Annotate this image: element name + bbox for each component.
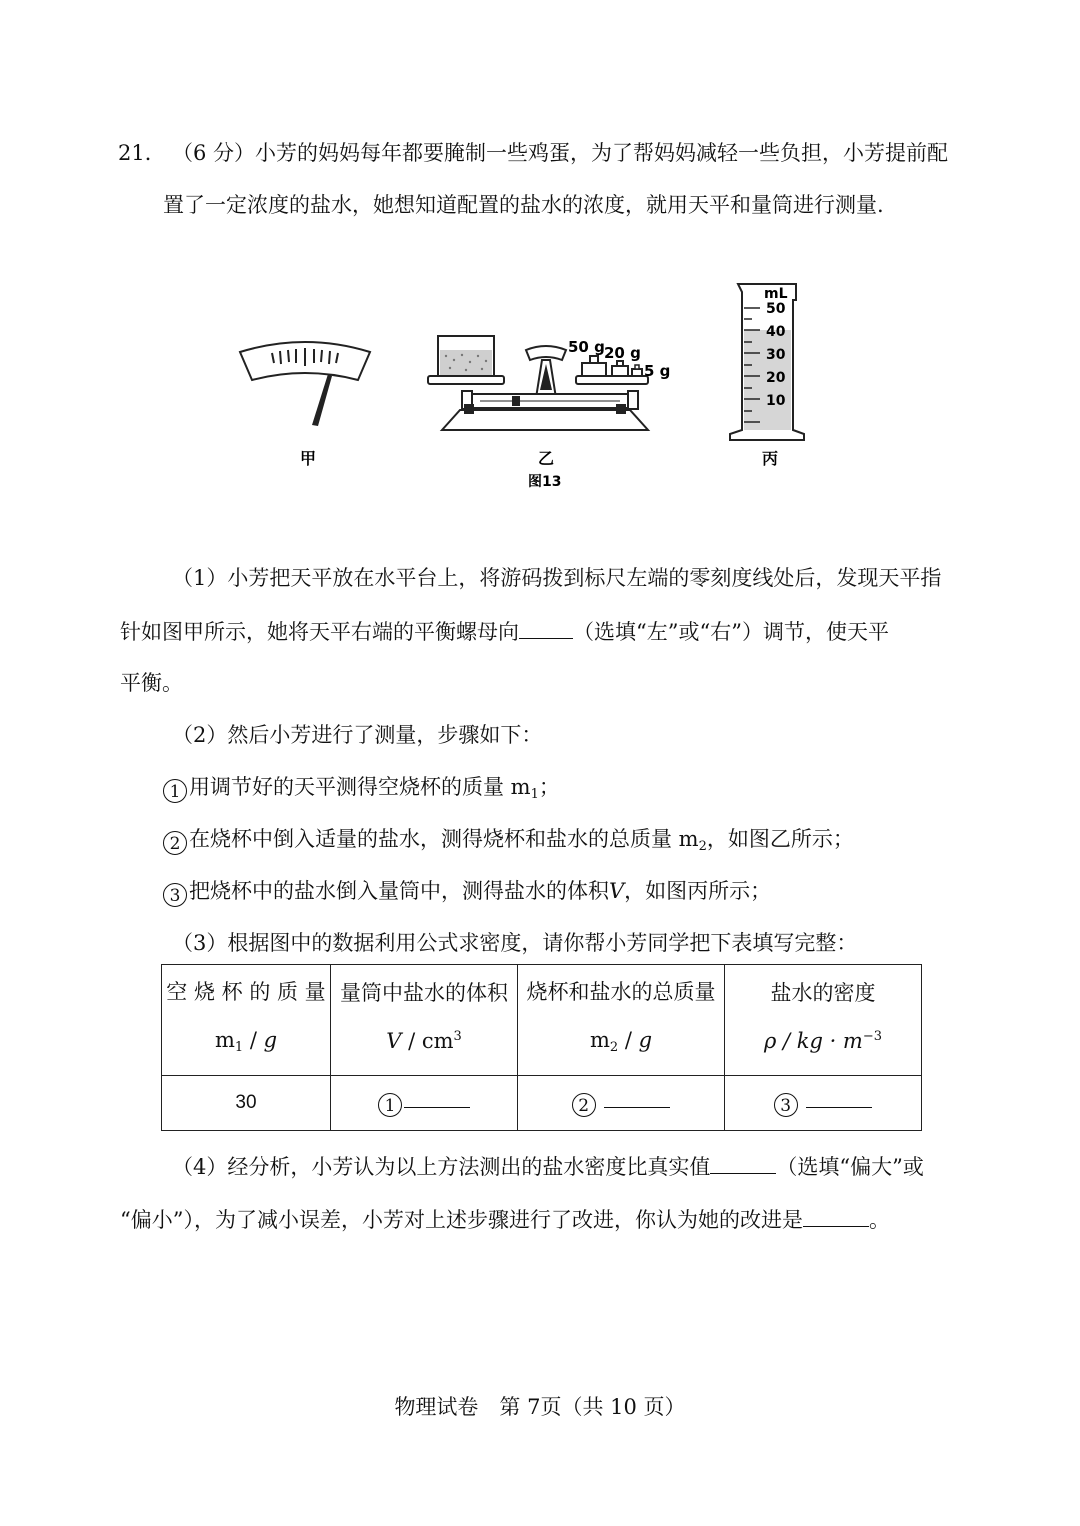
answer-mark-2: 2 xyxy=(572,1093,596,1117)
step2-subscript: 2 xyxy=(698,839,707,854)
cylinder-tick-10: 10 xyxy=(766,393,786,409)
weight-label-50: 50 g xyxy=(568,338,605,356)
part1-line3: 平衡。 xyxy=(120,671,183,695)
answer-mark-1: 1 xyxy=(378,1093,402,1117)
header-unit xyxy=(162,1028,330,1055)
unit-symbol: m xyxy=(214,1027,235,1052)
part1-line1: （1）小芳把天平放在水平台上，将游码拨到标尺左端的零刻度线处后，发现天平指 xyxy=(172,566,942,590)
answer-mark-3: 3 xyxy=(774,1093,798,1117)
data-table xyxy=(161,964,922,1131)
unit-superscript: −3 xyxy=(862,1029,883,1044)
part2-step2 xyxy=(163,829,854,855)
part1-line2-text-b: （选填“左”或“右”）调节，使天平 xyxy=(573,620,889,644)
unit-text: / cm xyxy=(401,1029,454,1053)
step3-variable: V xyxy=(609,879,625,903)
unit-subscript: 2 xyxy=(609,1039,619,1055)
question-text-line1: （6 分）小芳的妈妈每年都要腌制一些鸡蛋，为了帮妈妈减轻一些负担，小芳提前配 xyxy=(172,141,949,165)
unit-subscript: 1 xyxy=(234,1039,244,1055)
figure-13 xyxy=(230,280,788,500)
cylinder-tick-20: 20 xyxy=(766,370,786,386)
unit-symbol: m xyxy=(589,1027,610,1052)
unit-var: g xyxy=(638,1027,653,1052)
step3-text: 把烧杯中的盐水倒入量筒中，测得盐水的体积 xyxy=(189,879,609,903)
part4-line2 xyxy=(120,1208,890,1231)
cylinder-tick-50: 50 xyxy=(766,301,786,317)
unit-slash: / xyxy=(243,1027,264,1052)
part3-intro: （3）根据图中的数据利用公式求密度，请你帮小芳同学把下表填写完整： xyxy=(172,931,858,955)
step1-subscript: 1 xyxy=(530,787,539,802)
unit-var: g xyxy=(263,1027,278,1052)
step-mark-3: 3 xyxy=(163,883,187,907)
answer-blank-error-direction[interactable] xyxy=(710,1155,776,1174)
header-label: 量筒中盐水的体积 xyxy=(340,981,508,1005)
part4-line1 xyxy=(172,1155,924,1178)
answer-blank-total-mass[interactable] xyxy=(604,1089,670,1108)
header-unit xyxy=(331,1029,517,1053)
header-label: 烧杯和盐水的总质量 xyxy=(526,979,716,1004)
figure-label-yi: 乙 xyxy=(538,449,555,468)
part2-step1 xyxy=(163,777,560,803)
step1-text: 用调节好的天平测得空烧杯的质量 m xyxy=(189,775,531,799)
page-footer: 物理试卷 第 7页（共 10 页） xyxy=(394,1395,686,1419)
part1-line2 xyxy=(120,620,889,643)
step3-text-end: ，如图丙所示； xyxy=(624,879,772,903)
part2-step3 xyxy=(163,881,771,907)
header-unit xyxy=(518,1028,724,1055)
table-header-row xyxy=(162,965,922,1076)
header-cell-total-mass xyxy=(518,965,725,1076)
weight-label-5: 5 g xyxy=(644,362,671,380)
header-cell-volume xyxy=(331,965,518,1076)
header-cell-empty-beaker-mass xyxy=(162,965,331,1076)
value-empty-beaker-mass: 30 xyxy=(162,1076,331,1131)
value-total-mass-cell xyxy=(518,1076,725,1131)
answer-blank-volume[interactable] xyxy=(404,1089,470,1108)
unit-superscript: 3 xyxy=(453,1029,462,1044)
unit-slash: / xyxy=(618,1027,639,1052)
figure-label-jia: 甲 xyxy=(300,449,317,468)
step2-text: 在烧杯中倒入适量的盐水，测得烧杯和盐水的总质量 m xyxy=(189,827,699,851)
cylinder-unit: mL xyxy=(764,286,788,302)
cylinder-tick-40: 40 xyxy=(766,324,786,340)
part4-line2-text-a: “偏小”），为了减小误差，小芳对上述步骤进行了改进，你认为她的改进是 xyxy=(120,1208,803,1232)
part1-line2-text-a: 针如图甲所示，她将天平右端的平衡螺母向 xyxy=(120,620,519,644)
step-mark-2: 2 xyxy=(163,831,187,855)
step1-text-end: ； xyxy=(538,775,560,799)
part2-intro: （2）然后小芳进行了测量，步骤如下： xyxy=(172,723,543,747)
weight-label-20: 20 g xyxy=(604,344,641,362)
value-volume-cell xyxy=(331,1076,518,1131)
part4-line1-text-b: （选填“偏大”或 xyxy=(776,1155,924,1179)
unit-var: ρ / kg · m xyxy=(763,1029,863,1053)
question-number: 21． xyxy=(118,141,166,165)
answer-blank-density[interactable] xyxy=(806,1089,872,1108)
part4-line2-text-b: 。 xyxy=(868,1208,890,1232)
answer-blank-improvement[interactable] xyxy=(803,1208,869,1227)
value-density-cell xyxy=(725,1076,922,1131)
header-label: 空 烧 杯 的 质 量 xyxy=(166,979,326,1004)
unit-var: V xyxy=(386,1029,402,1053)
header-label: 盐水的密度 xyxy=(770,981,876,1005)
cylinder-tick-30: 30 xyxy=(766,347,786,363)
step-mark-1: 1 xyxy=(163,779,187,803)
figure-label-bing: 丙 xyxy=(762,449,779,468)
header-cell-density xyxy=(725,965,922,1076)
figure-caption: 图13 xyxy=(528,474,562,490)
part4-line1-text-a: （4）经分析，小芳认为以上方法测出的盐水密度比真实值 xyxy=(172,1155,711,1179)
step2-text-end: ，如图乙所示； xyxy=(706,827,854,851)
question-text-line2: 置了一定浓度的盐水，她想知道配置的盐水的浓度，就用天平和量筒进行测量. xyxy=(163,193,884,217)
answer-blank-direction[interactable] xyxy=(519,620,573,639)
header-unit xyxy=(725,1029,921,1053)
balance-pointer-dial xyxy=(240,342,370,426)
table-row xyxy=(162,1076,922,1131)
